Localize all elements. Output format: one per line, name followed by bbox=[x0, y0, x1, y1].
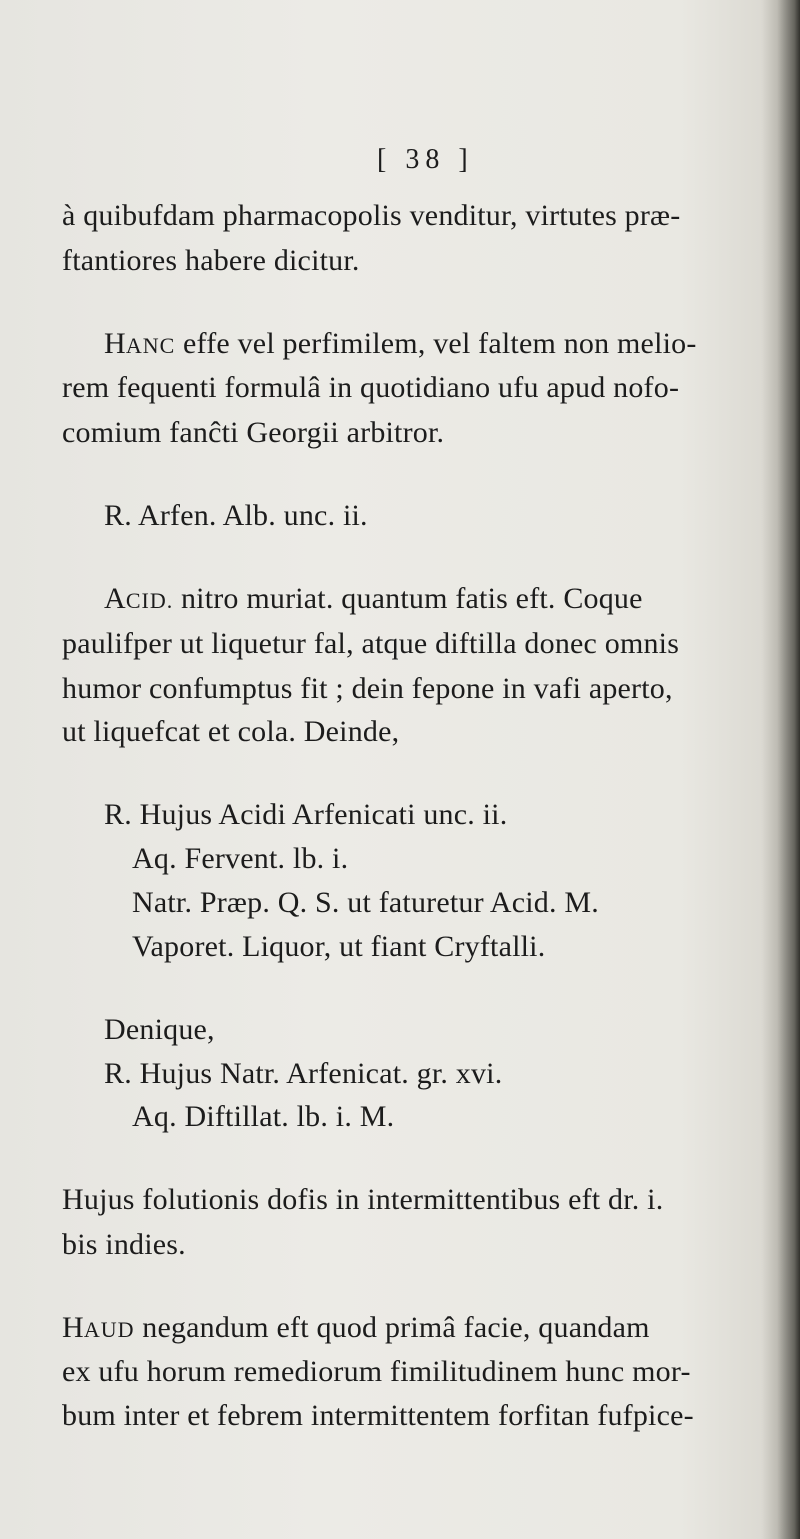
paragraph-2-lead-word bbox=[104, 327, 175, 360]
paragraph-5-line-1 bbox=[62, 1309, 650, 1349]
paragraph-3-line-3: humor confumptus fit ; dein fepone in vafi aperto, bbox=[62, 672, 673, 705]
paragraph-5-lead-initial: H bbox=[62, 1311, 84, 1344]
recipe-3-line-2: Aq. Diftillat. lb. i. M. bbox=[132, 1100, 395, 1133]
paragraph-3-line-2: paulifper ut liquetur fal, atque diftilla donec omnis bbox=[62, 627, 680, 660]
denique-line: Denique, bbox=[104, 1013, 215, 1046]
paragraph-2-line-1-text: effe vel perfimilem, vel faltem non melio- bbox=[183, 327, 697, 360]
paragraph-5-line-1-text: negandum eft quod primâ facie, quandam bbox=[142, 1311, 650, 1344]
paragraph-3-lead-word bbox=[104, 582, 173, 615]
paragraph-1-line-2: ftantiores habere dicitur. bbox=[62, 244, 360, 277]
recipe-2-line-3: Natr. Præp. Q. S. ut faturetur Acid. M. bbox=[132, 886, 599, 919]
paragraph-4-line-1: Hujus folutionis dofis in intermittentibus eft dr. i. bbox=[62, 1183, 664, 1216]
paragraph-3-line-4: ut liquefcat et cola. Deinde, bbox=[62, 715, 400, 748]
page-binding-edge bbox=[762, 0, 800, 1539]
recipe-2-line-1: R. Hujus Acidi Arfenicati unc. ii. bbox=[104, 798, 508, 831]
paragraph-1-line-1: à quibufdam pharmacopolis venditur, virtutes præ- bbox=[62, 199, 681, 232]
paragraph-2-line-3: comium fanĉti Georgii arbitror. bbox=[62, 416, 445, 449]
paragraph-3-lead-rest: CID. bbox=[125, 588, 174, 613]
paragraph-5-line-3: bum inter et febrem intermittentem forfitan fufpice- bbox=[62, 1399, 694, 1432]
paragraph-2-line-2: rem fequenti formulâ in quotidiano ufu apud nofo- bbox=[62, 371, 680, 404]
paragraph-5-line-2: ex ufu horum remediorum fimilitudinem hunc mor- bbox=[62, 1355, 691, 1388]
paragraph-3-lead-initial: A bbox=[104, 582, 126, 615]
paragraph-3-line-1 bbox=[104, 580, 643, 620]
paragraph-5-lead-rest: AUD bbox=[83, 1317, 135, 1342]
recipe-2-line-2: Aq. Fervent. lb. i. bbox=[132, 842, 349, 875]
paragraph-4-line-2: bis indies. bbox=[62, 1228, 186, 1261]
page-number: [ 38 ] bbox=[377, 144, 474, 175]
paragraph-2-line-1 bbox=[104, 325, 697, 365]
recipe-2-line-4: Vaporet. Liquor, ut fiant Cryftalli. bbox=[132, 930, 546, 963]
recipe-1-line-1: R. Arfen. Alb. unc. ii. bbox=[104, 499, 368, 532]
recipe-3-line-1: R. Hujus Natr. Arfenicat. gr. xvi. bbox=[104, 1057, 503, 1090]
paragraph-2-lead-rest: ANC bbox=[125, 333, 176, 358]
paragraph-2-lead-initial: H bbox=[104, 327, 126, 360]
paragraph-3-line-1-text: nitro muriat. quantum fatis eft. Coque bbox=[180, 582, 643, 615]
paragraph-5-lead-word bbox=[62, 1311, 135, 1344]
